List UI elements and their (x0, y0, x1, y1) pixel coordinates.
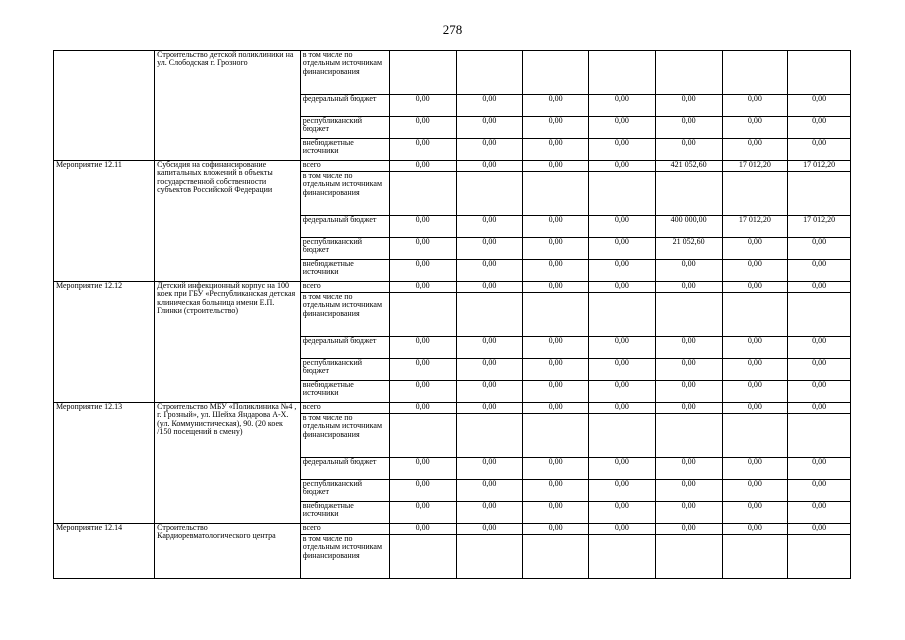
amount-cell: 0,00 (389, 117, 456, 139)
amount-cell: 0,00 (788, 95, 851, 117)
amount-cell: 0,00 (523, 216, 589, 238)
amount-cell (655, 414, 722, 458)
amount-cell: 0,00 (788, 238, 851, 260)
amount-cell (456, 172, 523, 216)
amount-cell (722, 51, 788, 95)
amount-cell: 0,00 (655, 282, 722, 293)
table-row (54, 524, 851, 535)
amount-cell: 0,00 (655, 403, 722, 414)
amount-cell: 0,00 (788, 260, 851, 282)
amount-cell: 0,00 (456, 216, 523, 238)
amount-cell (655, 293, 722, 337)
amount-cell: 0,00 (389, 139, 456, 161)
amount-cell: 0,00 (589, 502, 656, 524)
amount-cell: 0,00 (523, 161, 589, 172)
amount-cell: 17 012,20 (722, 161, 788, 172)
amount-cell: 0,00 (722, 139, 788, 161)
amount-cell: 0,00 (788, 524, 851, 535)
amount-cell (589, 414, 656, 458)
measure-code: Мероприятие 12.13 (54, 403, 155, 524)
amount-cell: 0,00 (523, 260, 589, 282)
funding-source: в том числе по отдельным источникам финансирования (300, 414, 389, 458)
amount-cell: 0,00 (456, 359, 523, 381)
amount-cell: 0,00 (456, 117, 523, 139)
amount-cell: 0,00 (523, 95, 589, 117)
amount-cell: 0,00 (456, 337, 523, 359)
amount-cell: 0,00 (389, 359, 456, 381)
amount-cell: 0,00 (722, 359, 788, 381)
funding-source: республиканский бюджет (300, 238, 389, 260)
amount-cell: 0,00 (589, 260, 656, 282)
amount-cell (523, 51, 589, 95)
amount-cell: 21 052,60 (655, 238, 722, 260)
amount-cell: 0,00 (589, 161, 656, 172)
amount-cell: 0,00 (655, 117, 722, 139)
funding-source: всего (300, 161, 389, 172)
amount-cell: 0,00 (456, 480, 523, 502)
funding-source: внебюджетные источники (300, 502, 389, 524)
amount-cell (788, 172, 851, 216)
funding-source: в том числе по отдельным источникам финансирования (300, 535, 389, 579)
amount-cell (589, 535, 656, 579)
amount-cell (788, 51, 851, 95)
funding-source: всего (300, 403, 389, 414)
measure-code: Мероприятие 12.14 (54, 524, 155, 579)
amount-cell: 0,00 (655, 480, 722, 502)
amount-cell: 0,00 (389, 238, 456, 260)
page-number: 278 (442, 22, 463, 37)
table-row (54, 282, 851, 293)
funding-source: в том числе по отдельным источникам финансирования (300, 293, 389, 337)
amount-cell (389, 535, 456, 579)
amount-cell: 0,00 (722, 403, 788, 414)
amount-cell: 0,00 (389, 480, 456, 502)
amount-cell (456, 51, 523, 95)
amount-cell: 0,00 (655, 502, 722, 524)
measure-name: Детский инфекционный корпус на 100 коек при ГБУ «Республиканская детская клиническая больница имени Е.П. Глинки (строительство) (155, 282, 301, 403)
amount-cell: 0,00 (523, 480, 589, 502)
amount-cell: 0,00 (523, 502, 589, 524)
amount-cell (456, 414, 523, 458)
measure-code: Мероприятие 12.11 (54, 161, 155, 282)
amount-cell: 0,00 (655, 95, 722, 117)
amount-cell (722, 293, 788, 337)
amount-cell: 0,00 (456, 161, 523, 172)
amount-cell: 0,00 (722, 502, 788, 524)
amount-cell (523, 535, 589, 579)
amount-cell: 0,00 (722, 117, 788, 139)
amount-cell: 0,00 (523, 359, 589, 381)
amount-cell: 0,00 (788, 458, 851, 480)
amount-cell (655, 172, 722, 216)
amount-cell: 0,00 (722, 458, 788, 480)
amount-cell (655, 535, 722, 579)
amount-cell (589, 172, 656, 216)
amount-cell: 421 052,60 (655, 161, 722, 172)
amount-cell: 0,00 (523, 337, 589, 359)
amount-cell: 0,00 (589, 139, 656, 161)
amount-cell: 0,00 (589, 117, 656, 139)
amount-cell: 0,00 (523, 381, 589, 403)
amount-cell: 0,00 (523, 524, 589, 535)
amount-cell: 0,00 (655, 524, 722, 535)
amount-cell (788, 414, 851, 458)
amount-cell: 0,00 (722, 337, 788, 359)
amount-cell (722, 172, 788, 216)
amount-cell (523, 414, 589, 458)
amount-cell: 0,00 (589, 458, 656, 480)
amount-cell: 0,00 (722, 381, 788, 403)
amount-cell: 0,00 (389, 524, 456, 535)
amount-cell: 0,00 (788, 282, 851, 293)
amount-cell: 0,00 (523, 117, 589, 139)
amount-cell: 0,00 (655, 260, 722, 282)
amount-cell: 0,00 (589, 480, 656, 502)
amount-cell: 0,00 (456, 381, 523, 403)
amount-cell: 0,00 (722, 524, 788, 535)
amount-cell: 0,00 (655, 139, 722, 161)
amount-cell: 0,00 (655, 381, 722, 403)
amount-cell: 0,00 (389, 337, 456, 359)
funding-source: федеральный бюджет (300, 458, 389, 480)
amount-cell: 0,00 (456, 524, 523, 535)
funding-source: в том числе по отдельным источникам финансирования (300, 172, 389, 216)
amount-cell: 0,00 (456, 403, 523, 414)
funding-source: внебюджетные источники (300, 381, 389, 403)
amount-cell: 0,00 (722, 282, 788, 293)
funding-source: внебюджетные источники (300, 260, 389, 282)
amount-cell (456, 293, 523, 337)
amount-cell: 0,00 (722, 260, 788, 282)
amount-cell: 0,00 (589, 337, 656, 359)
amount-cell: 0,00 (389, 95, 456, 117)
amount-cell: 0,00 (389, 502, 456, 524)
funding-source: республиканский бюджет (300, 359, 389, 381)
amount-cell: 0,00 (523, 139, 589, 161)
amount-cell (722, 414, 788, 458)
amount-cell (788, 535, 851, 579)
amount-cell: 0,00 (788, 139, 851, 161)
table-row (54, 51, 851, 95)
amount-cell: 0,00 (456, 260, 523, 282)
amount-cell (788, 293, 851, 337)
amount-cell (456, 535, 523, 579)
amount-cell: 0,00 (589, 238, 656, 260)
measure-name: Субсидия на софинансирование капитальных вложений в объекты государственной собственности субъектов Российской Федерации (155, 161, 301, 282)
measure-name: Строительство МБУ «Поликлиника №4 , г. Грозный», ул. Шейха Яндарова А-Х. (ул. Коммунистическая), 90. (20 коек /150 посещений в смену) (155, 403, 301, 524)
amount-cell: 0,00 (722, 480, 788, 502)
funding-source: всего (300, 524, 389, 535)
amount-cell (655, 51, 722, 95)
funding-source: республиканский бюджет (300, 117, 389, 139)
amount-cell: 0,00 (589, 359, 656, 381)
amount-cell: 0,00 (456, 95, 523, 117)
amount-cell: 0,00 (523, 282, 589, 293)
amount-cell: 0,00 (456, 282, 523, 293)
amount-cell (389, 293, 456, 337)
amount-cell: 0,00 (788, 403, 851, 414)
amount-cell (389, 414, 456, 458)
amount-cell (523, 293, 589, 337)
amount-cell: 0,00 (523, 238, 589, 260)
amount-cell (722, 535, 788, 579)
amount-cell (523, 172, 589, 216)
funding-source: федеральный бюджет (300, 95, 389, 117)
table-row (54, 403, 851, 414)
table-row (54, 161, 851, 172)
amount-cell (589, 293, 656, 337)
amount-cell (589, 51, 656, 95)
amount-cell: 0,00 (389, 216, 456, 238)
funding-source: республиканский бюджет (300, 480, 389, 502)
amount-cell: 0,00 (389, 403, 456, 414)
amount-cell: 0,00 (389, 381, 456, 403)
amount-cell: 0,00 (589, 95, 656, 117)
amount-cell: 0,00 (655, 337, 722, 359)
amount-cell: 0,00 (788, 480, 851, 502)
measure-name: Строительство детской поликлиники на ул. Слободская г. Грозного (155, 51, 301, 161)
amount-cell: 0,00 (589, 282, 656, 293)
funding-source: федеральный бюджет (300, 337, 389, 359)
funding-source: всего (300, 282, 389, 293)
amount-cell: 0,00 (389, 282, 456, 293)
amount-cell: 17 012,20 (788, 161, 851, 172)
amount-cell: 0,00 (523, 458, 589, 480)
funding-source: федеральный бюджет (300, 216, 389, 238)
measure-code (54, 51, 155, 161)
amount-cell: 0,00 (788, 117, 851, 139)
amount-cell: 0,00 (589, 524, 656, 535)
amount-cell: 0,00 (523, 403, 589, 414)
amount-cell: 0,00 (456, 139, 523, 161)
amount-cell: 0,00 (456, 502, 523, 524)
amount-cell: 0,00 (655, 359, 722, 381)
amount-cell: 0,00 (456, 458, 523, 480)
amount-cell: 0,00 (788, 337, 851, 359)
amount-cell: 0,00 (389, 161, 456, 172)
amount-cell: 0,00 (589, 381, 656, 403)
amount-cell: 17 012,20 (788, 216, 851, 238)
measure-name: Строительство Кардиоревматологического центра (155, 524, 301, 579)
funding-source: в том числе по отдельным источникам финансирования (300, 51, 389, 95)
amount-cell: 0,00 (589, 403, 656, 414)
amount-cell: 0,00 (722, 238, 788, 260)
amount-cell: 0,00 (788, 502, 851, 524)
budget-table (53, 50, 851, 579)
measure-code: Мероприятие 12.12 (54, 282, 155, 403)
amount-cell: 17 012,20 (722, 216, 788, 238)
amount-cell: 0,00 (722, 95, 788, 117)
amount-cell (389, 172, 456, 216)
amount-cell: 0,00 (589, 216, 656, 238)
funding-source: внебюджетные источники (300, 139, 389, 161)
amount-cell: 0,00 (788, 359, 851, 381)
amount-cell: 0,00 (655, 458, 722, 480)
amount-cell: 0,00 (389, 260, 456, 282)
amount-cell: 0,00 (788, 381, 851, 403)
amount-cell: 0,00 (389, 458, 456, 480)
amount-cell: 0,00 (456, 238, 523, 260)
amount-cell (389, 51, 456, 95)
amount-cell: 400 000,00 (655, 216, 722, 238)
